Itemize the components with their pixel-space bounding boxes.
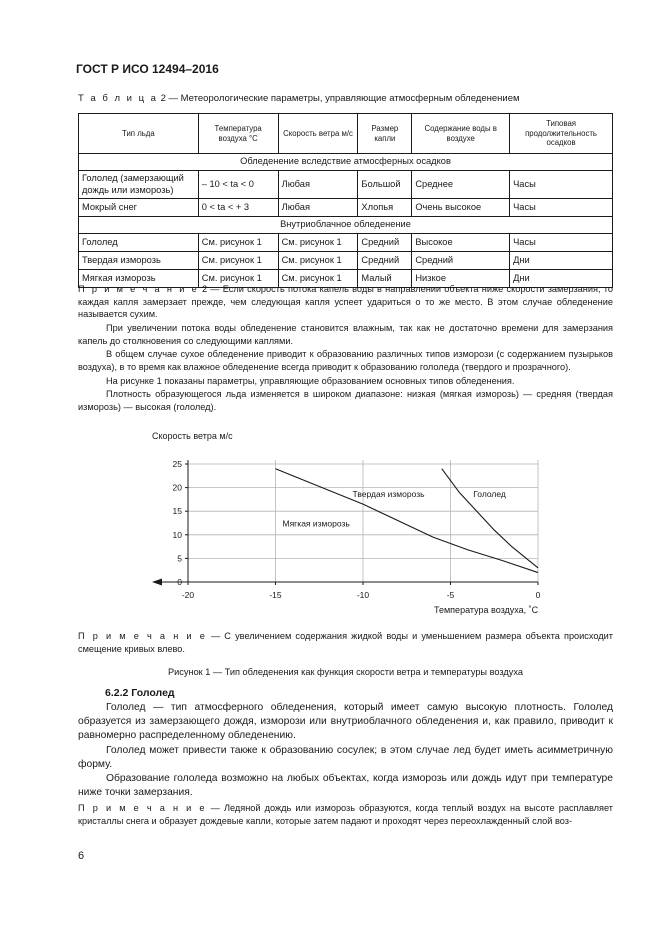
table-cell: – 10 < tа < 0 bbox=[198, 171, 278, 199]
section-title: 6.2.2 Гололед bbox=[105, 687, 175, 699]
x-tick-label: -10 bbox=[356, 590, 370, 600]
table-cell: Любая bbox=[278, 199, 358, 217]
table-caption-text: 2 — Метеорологические параметры, управляющие атмосферным обледенением bbox=[157, 93, 520, 104]
table-cell: См. рисунок 1 bbox=[198, 270, 278, 288]
document-header: ГОСТ Р ИСО 12494–2016 bbox=[76, 62, 219, 76]
table-cell: Часы bbox=[510, 199, 613, 217]
table-cell: Высокое bbox=[412, 234, 510, 252]
table-cell: Малый bbox=[358, 270, 412, 288]
y-tick-label: 20 bbox=[172, 482, 182, 493]
chart-tick-labels bbox=[173, 459, 541, 600]
note-2 bbox=[78, 630, 613, 655]
paragraph-1: При увеличении потока воды обледенение становится влажным, так как не достаточно времени для замерзания капель до столкновения со следующими каплями. bbox=[78, 323, 613, 346]
table-cell: Средний bbox=[358, 234, 412, 252]
table-cell: Часы bbox=[510, 234, 613, 252]
table-cell: См. рисунок 1 bbox=[278, 234, 358, 252]
x-tick-label: 0 bbox=[535, 590, 541, 600]
y-tick-label: 10 bbox=[172, 529, 182, 540]
table-cell: Дни bbox=[510, 270, 613, 288]
chart-x-axis-label: Температура воздуха, ˚С bbox=[434, 605, 539, 615]
table-cell: Средний bbox=[358, 252, 412, 270]
table-caption-label: Т а б л и ц а bbox=[78, 93, 158, 104]
note-3-label: П р и м е ч а н и е bbox=[78, 803, 207, 813]
table-cell: См. рисунок 1 bbox=[198, 252, 278, 270]
table-cell: Среднее bbox=[412, 171, 510, 199]
col-header-water-content: Содержание воды в воздухе bbox=[412, 114, 510, 154]
region-label-soft-rime: Мягкая изморозь bbox=[282, 518, 350, 529]
x-tick-label: -5 bbox=[446, 590, 455, 600]
region-label-glaze: Гололед bbox=[473, 489, 506, 500]
table-cell: Мокрый снег bbox=[79, 199, 199, 217]
section-in-cloud: Внутриоблачное обледенение bbox=[79, 217, 613, 234]
section-paragraph-3: Образование гололеда возможно на любых объектах, когда изморозь или дождь идут при температуре ниже точки замерзания. bbox=[78, 773, 613, 798]
y-tick-label: 25 bbox=[172, 459, 182, 469]
table-cell: Гололед (замерзающий дождь или изморозь) bbox=[79, 171, 199, 199]
table-cell: Любая bbox=[278, 171, 358, 199]
region-label-hard-rime: Твердая изморозь bbox=[352, 489, 425, 500]
section-paragraph-1: Гололед — тип атмосферного обледенения, который имеет самую высокую плотность. Гололед образуется из замерзающего дождя, изморози или внутриоблачного обледенения и, как правило, приводит к равномерно распределенному обледенению. bbox=[78, 702, 613, 741]
col-header-duration: Типовая продолжительность осадков bbox=[510, 114, 613, 154]
note-2-body: — С увеличением содержания жидкой воды и уменьшением размера объекта происходит смещение кривых влево. bbox=[78, 631, 613, 654]
col-header-ice-type: Тип льда bbox=[79, 114, 199, 154]
table-cell: См. рисунок 1 bbox=[198, 234, 278, 252]
col-header-drop-size: Размер капли bbox=[358, 114, 412, 154]
x-tick-label: -20 bbox=[181, 590, 195, 600]
paragraph-2: В общем случае сухое обледенение приводит к образованию различных типов изморози (с содержанием пузырьков воздуха), в то время как влажное обледенение всегда приводит к образованию гололеда (твердого и прозрачного). bbox=[78, 349, 613, 372]
note-1-body: 2 — Если скорость потока капель воды в направлении объекта ниже скорости замерзания, то каждая капля замерзает прежде, чем следующая капля успеет удариться о то же место. В этом случае обледенение называется сухим. bbox=[78, 284, 613, 319]
table-cell: Твердая изморозь bbox=[79, 252, 199, 270]
axis-arrow-icon bbox=[152, 579, 162, 586]
table-cell: Дни bbox=[510, 252, 613, 270]
note-1-label: П р и м е ч а н и е bbox=[78, 284, 199, 294]
table-cell: 0 < tа < + 3 bbox=[198, 199, 278, 217]
x-tick-label: -15 bbox=[269, 590, 282, 600]
table-cell: Мягкая изморозь bbox=[79, 270, 199, 288]
paragraph-4: Плотность образующегося льда изменяется в широком диапазоне: низкая (мягкая изморозь) — средняя (твердая изморозь) — высокая (гололед). bbox=[78, 389, 613, 412]
table-cell: Средний bbox=[412, 252, 510, 270]
y-tick-label: 5 bbox=[177, 553, 182, 564]
section-precipitation: Обледенение вследствие атмосферных осадков bbox=[79, 154, 613, 171]
table-cell: Большой bbox=[358, 171, 412, 199]
table-cell: Очень высокое bbox=[412, 199, 510, 217]
chart-y-axis-label: Скорость ветра м/с bbox=[152, 431, 233, 441]
figure-caption: Рисунок 1 — Тип обледенения как функция скорости ветра и температуры воздуха bbox=[168, 667, 523, 677]
table-cell: Часы bbox=[510, 171, 613, 199]
table-cell: См. рисунок 1 bbox=[278, 252, 358, 270]
paragraph-3: На рисунке 1 показаны параметры, управляющие образованием основных типов обледенения. bbox=[106, 376, 515, 386]
table-cell: Низкое bbox=[412, 270, 510, 288]
note-2-label: П р и м е ч а н и е bbox=[78, 631, 207, 641]
y-tick-label: 15 bbox=[172, 506, 182, 517]
note-3-body: — Ледяной дождь или изморозь образуются, когда теплый воздух на высоте расплавляет кристаллы снега и образует дождевые капли, которые затем падают и проходят через переохлажденный слой воз- bbox=[78, 803, 613, 826]
note-3 bbox=[78, 802, 613, 827]
col-header-wind-speed: Скорость ветра м/с bbox=[278, 114, 358, 154]
table-cell: Хлопья bbox=[358, 199, 412, 217]
page-number: 6 bbox=[78, 850, 85, 862]
table-cell: См. рисунок 1 bbox=[278, 270, 358, 288]
table-cell: Гололед bbox=[79, 234, 199, 252]
series-line-1 bbox=[442, 469, 538, 568]
y-tick-label: 0 bbox=[177, 577, 182, 587]
section-paragraph-2: Гололед может привести также к образованию сосулек; в этом случае лед будет иметь асимметричную форму. bbox=[78, 745, 613, 770]
col-header-temperature: Температура воздуха °С bbox=[198, 114, 278, 154]
